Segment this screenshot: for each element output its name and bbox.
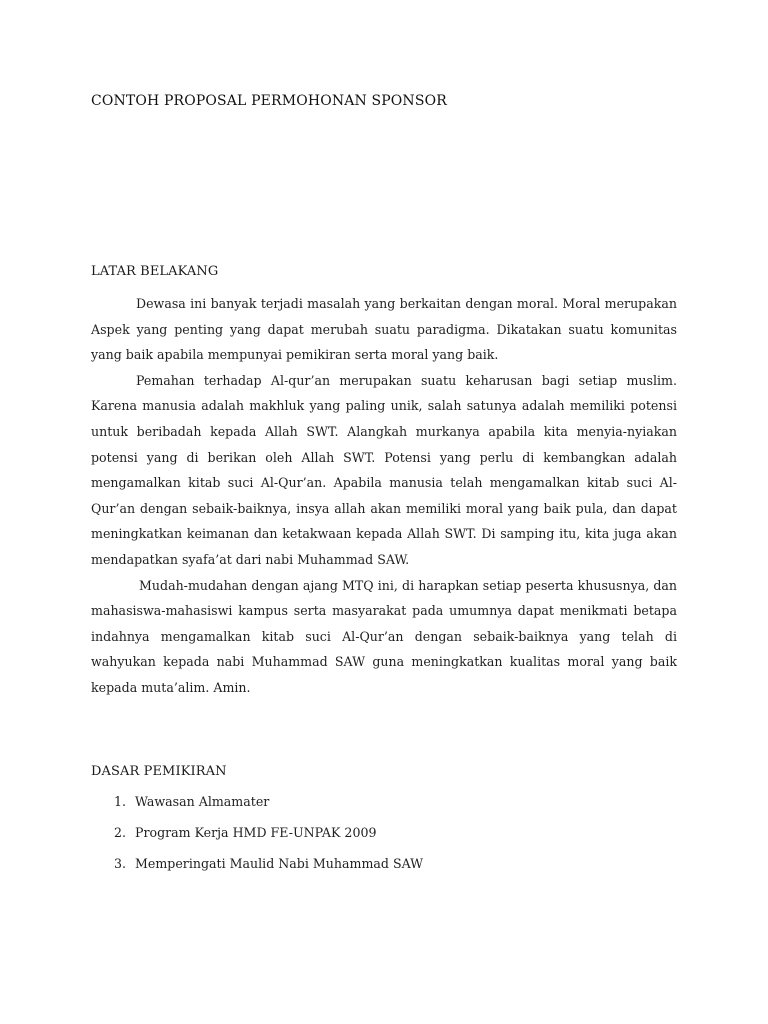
list-item-text: Memperingati Maulid Nabi Muhammad SAW — [135, 856, 424, 871]
section-heading-latar-belakang: LATAR BELAKANG — [91, 264, 219, 279]
dasar-pemikiran-list — [91, 786, 423, 879]
list-item — [91, 848, 423, 879]
list-item-number: 1. — [113, 794, 126, 809]
list-item — [91, 786, 423, 817]
paragraph-2: Pemahan terhadap Al-qur’an merupakan suatu keharusan bagi setiap muslim. Karena manusia adalah makhluk yang paling unik, salah satunya adalah memiliki potensi untuk beribadah kepada Allah SWT. Alangkah murkanya apabila kita menyia-nyiakan potensi yang di berikan oleh Allah SWT. Potensi yang perlu di kembangkan adalah mengamalkan kitab suci Al-Qur’an. Apabila manusia telah mengamalkan kitab suci Al-Qur’an dengan sebaik-baiknya, insya allah akan memiliki moral yang baik pula, dan dapat meningkatkan keimanan dan ketakwaan kepada Allah SWT. Di samping itu, kita juga akan mendapatkan syafa’at dari nabi Muhammad SAW. — [91, 372, 677, 567]
document-title: CONTOH PROPOSAL PERMOHONAN SPONSOR — [91, 93, 447, 109]
list-item-number: 2. — [113, 825, 126, 840]
paragraph-1: Dewasa ini banyak terjadi masalah yang berkaitan dengan moral. Moral merupakan Aspek yang penting yang dapat merubah suatu paradigma. Dikatakan suatu komunitas yang baik apabila mempunyai pemikiran serta moral yang baik. — [91, 296, 677, 363]
list-item — [91, 817, 423, 848]
section-heading-dasar-pemikiran: DASAR PEMIKIRAN — [91, 764, 227, 779]
list-item-number: 3. — [113, 856, 126, 871]
paragraph-3: Mudah-mudahan dengan ajang MTQ ini, di harapkan setiap peserta khususnya, dan mahasiswa-mahasiswi kampus serta masyarakat pada umumnya dapat menikmati betapa indahnya mengamalkan kitab suci Al-Qur’an dengan sebaik-baiknya yang telah di wahyukan kepada nabi Muhammad SAW guna meningkatkan kualitas moral yang baik kepada muta’alim. Amin. — [91, 577, 677, 695]
list-item-text: Program Kerja HMD FE-UNPAK 2009 — [135, 825, 377, 840]
list-item-text: Wawasan Almamater — [135, 794, 270, 809]
latar-belakang-body — [91, 291, 677, 701]
